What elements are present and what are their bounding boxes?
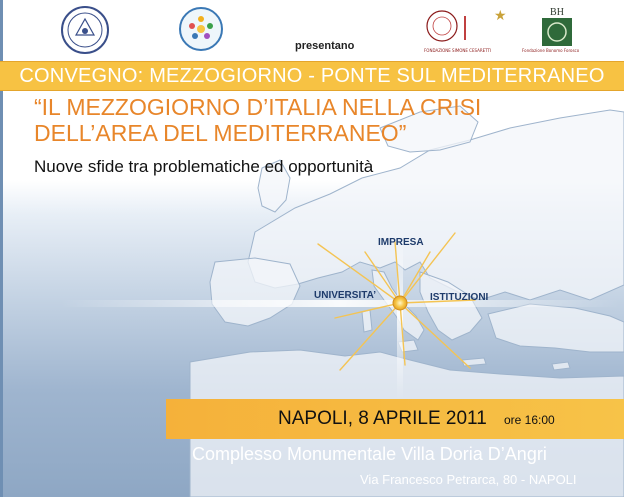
star-icon: ★	[494, 8, 507, 24]
event-date-bar	[166, 399, 624, 439]
horizontal-light-beam	[60, 300, 620, 307]
map-sardinia	[362, 310, 372, 332]
map-label-istituzioni: ISTITUZIONI	[430, 292, 489, 303]
foundation-monogram: BH	[550, 7, 564, 18]
title-line-2: DELL’AREA DEL MEDITERRANEO”	[34, 120, 407, 146]
foundation-cesaretti-caption: FONDAZIONE SIMONE CESARETTI	[424, 48, 492, 53]
event-title	[34, 94, 481, 146]
map-label-impresa: IMPRESA	[378, 237, 424, 248]
event-time: ore 16:00	[504, 413, 555, 427]
banner-text: CONVEGNO: MEZZOGIORNO - PONTE SUL MEDITERRANEO	[19, 64, 605, 87]
event-date: NAPOLI, 8 APRILE 2011	[278, 408, 487, 429]
vertical-light-beam	[397, 230, 403, 400]
title-line-1: “IL MEZZOGIORNO D’ITALIA NELLA CRISI	[34, 94, 482, 120]
event-address: Via Francesco Petrarca, 80 - NAPOLI	[360, 472, 577, 487]
map-cyprus	[552, 362, 570, 370]
foundation-bonomo-caption: Fondazione Bonomo Forosco	[522, 48, 580, 53]
association-logo-icon	[178, 6, 224, 52]
university-seal-icon	[60, 5, 110, 55]
event-subtitle: Nuove sfide tra problematiche ed opportunità	[34, 157, 374, 176]
map-turkey	[488, 304, 624, 352]
event-venue: Complesso Monumentale Villa Doria D’Angri	[192, 444, 547, 464]
map-label-universita: UNIVERSITA’	[314, 290, 377, 301]
map-iberia	[210, 258, 300, 326]
conference-banner	[0, 61, 624, 91]
presenter-text: presentano	[295, 40, 355, 52]
foundation-bonomo-logo-icon	[520, 4, 594, 54]
sun-burst-icon	[393, 296, 407, 310]
